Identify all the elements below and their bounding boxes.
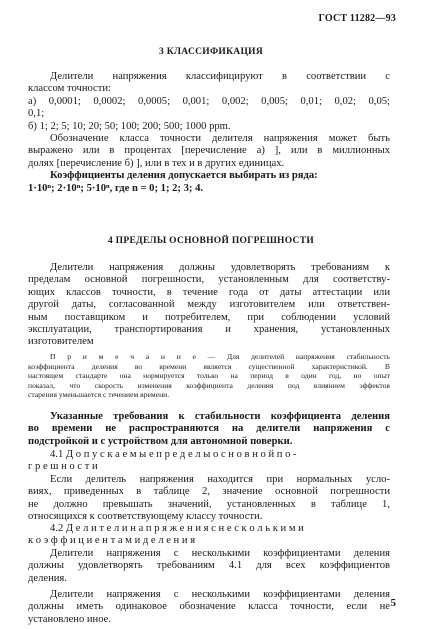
- text-line: пределам основной погрешности, установленным для соответству-: [28, 274, 390, 286]
- subsection-heading: г р е ш н о с т и: [28, 461, 98, 473]
- text-line: Делители напряжения с несколькими коэффициентами деления: [50, 589, 390, 600]
- text-line: Указанные требования к стабильности коэффициента деления: [50, 411, 390, 422]
- text-line: подстройкой и с устройством для автономной поверки.: [28, 435, 293, 447]
- text-line: Коэффициенты деления допускается выбирать из ряда:: [50, 170, 318, 182]
- text-line: ным поставщиком и потребителем, при соблюдении условий: [28, 311, 390, 323]
- note-line: П р и м е ч а н и е — Для делителей напряжения стабильность: [50, 352, 390, 361]
- text-line: другой даты, согласованной между изготовителем или ответствен-: [28, 299, 390, 311]
- note-block: [28, 352, 390, 400]
- note-line: настоящем стандарте она нормируется только на период в один год, но опыт: [28, 371, 390, 381]
- subsection-4-1: [28, 449, 390, 523]
- stability-exception-para: [28, 411, 390, 448]
- subsection-4-2: [28, 523, 390, 585]
- note-line: коэффициента деления во времени является существенной характеристикой. В: [28, 361, 390, 371]
- text-line: виях, приведенных в таблице 2, значение основной погрешности: [28, 486, 390, 498]
- text-line: не должно превышать значений, установленных в таблице 1,: [28, 498, 390, 510]
- text-line: Делители напряжения классифицируют в соответствии с: [50, 71, 390, 82]
- subsection-heading: 4.1 Д о п у с к а е м ы е п р е д е л ы о с н о в н о й п о -: [50, 449, 297, 460]
- text-line: должны удовлетворять требованиям 4.1 для всех коэффициентов: [28, 560, 390, 572]
- text-line: б) 1; 2; 5; 10; 20; 50; 100; 200; 500; 1000 ppm.: [28, 120, 231, 132]
- note-line: показал, что скорость изменения коэффициента деления под влиянием эффектов: [28, 380, 390, 390]
- text-line: долях [перечисление б) ], или в тех и в других единицах.: [28, 157, 285, 169]
- text-line: 0,1;: [28, 108, 45, 120]
- text-line: а) 0,0001; 0,0002; 0,0005; 0,001; 0,002; 0,005; 0,01; 0,02; 0,05;: [28, 95, 390, 107]
- standard-code: ГОСТ 11282—93: [318, 13, 396, 24]
- section-4-title: 4 ПРЕДЕЛЫ ОСНОВНОЙ ПОГРЕШНОСТИ: [107, 236, 315, 246]
- note-line: старения уменьшается с течением времени.: [28, 390, 170, 400]
- text-line: 1·10ⁿ; 2·10ⁿ; 5·10ⁿ, где n = 0; 1; 2; 3; 4.: [28, 182, 204, 194]
- text-line: должны иметь одинаковое обозначение класса точности, если не: [28, 601, 390, 613]
- text-line: установлено иное.: [28, 613, 112, 625]
- text-line: Обозначение класса точности делителя напряжения может быть: [50, 133, 390, 145]
- text-line: Если делитель напряжения находится при нормальных усло-: [50, 473, 390, 485]
- subsection-heading: 4.2 Д е л и т е л и н а п р я ж е н и я с н е с к о л ь к и м и: [50, 523, 304, 534]
- text-line: деления.: [28, 572, 67, 584]
- text-line: эксплуатации, транспортирования и хранения, установленных: [28, 324, 390, 336]
- text-line: классом точности:: [28, 83, 112, 95]
- section-3-title: 3 КЛАССИФИКАЦИЯ: [158, 47, 264, 57]
- text-line: во времени не распространяются на делители напряжения с: [28, 423, 390, 435]
- text-line: Делители напряжения должны удовлетворять требованиям к: [50, 262, 390, 273]
- text-line: относящихся к соответствующему классу точности.: [28, 511, 263, 523]
- text-line: выражено или в процентах [перечисление а) ], или в миллионных: [28, 145, 390, 157]
- text-line: изготовителем: [28, 336, 94, 348]
- section-3-body: [28, 71, 390, 195]
- subsection-heading: к о э ф ф и ц и е н т а м и д е л е н и я: [28, 535, 196, 547]
- subsection-4-2-cont: [28, 589, 390, 626]
- page-number: 5: [390, 597, 396, 609]
- text-line: ющих классов точности, в течение года от даты аттестации или: [28, 286, 390, 298]
- section-4-para: [28, 262, 390, 349]
- text-line: Делители напряжения с несколькими коэффициентами деления: [50, 547, 390, 559]
